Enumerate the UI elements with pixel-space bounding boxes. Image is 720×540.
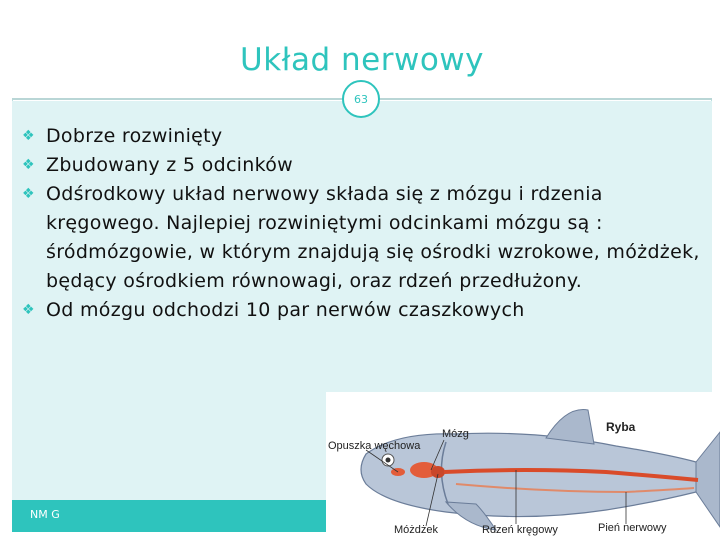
bullet-text: Od mózgu odchodzi 10 par nerwów czaszkowych [46,299,525,321]
label-fish: Ryba [606,420,636,434]
bullet-item [20,180,700,296]
label-spinal-cord: Rdzeń kręgowy [482,524,558,536]
fish-drawing [326,392,720,540]
bullet-arrow-icon: ❖ [22,186,35,202]
bullet-arrow-icon: ❖ [22,128,35,144]
bullet-text: Zbudowany z 5 odcinków [46,154,293,176]
bullet-item [20,122,700,151]
label-brain: Mózg [442,428,469,440]
footer-text: NM G [30,508,60,521]
bullet-item [20,151,700,180]
label-olfactory-bulb: Opuszka węchowa [328,440,421,452]
bullet-item [20,296,700,325]
label-cerebellum: Móżdżek [394,524,439,536]
bullet-list [20,122,700,325]
bullet-arrow-icon: ❖ [22,302,35,318]
bullet-text: Odśrodkowy układ nerwowy składa się z mózgu i rdzenia kręgowego. Najlepiej rozwiniętymi odcinkami mózgu są : śródmózgowie, w którym znajdują się ośrodki wzrokowe, móżdżek, będący ośrodkiem równowagi, oraz rdzeń przedłużony. [46,183,700,292]
label-nerve-trunk: Pień nerwowy [598,522,667,534]
page-number-badge: 63 [342,80,380,118]
bullet-arrow-icon: ❖ [22,157,35,173]
bullet-text: Dobrze rozwinięty [46,125,223,147]
slide-title: Układ nerwowy [240,42,484,78]
fish-nervous-system-diagram [326,392,720,540]
